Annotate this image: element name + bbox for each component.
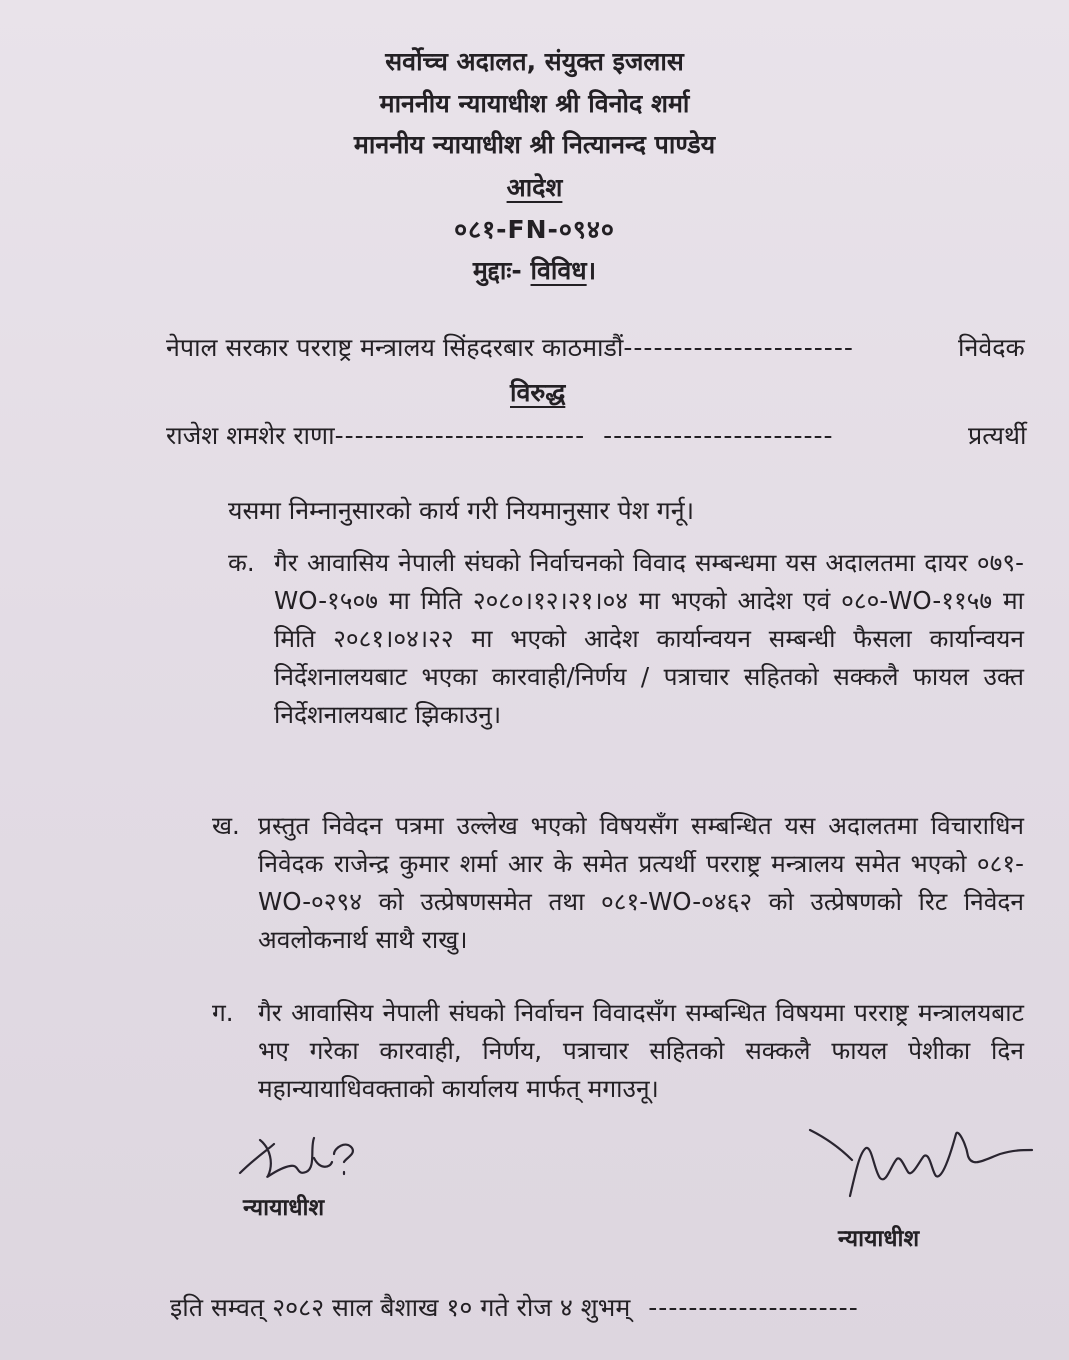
petitioner-line xyxy=(166,331,854,365)
order-item-kha-label: ख. xyxy=(212,811,240,840)
petitioner-name: नेपाल सरकार परराष्ट्र मन्त्रालय सिंहदरबार काठमाडौं xyxy=(166,333,624,362)
order-item-kha-text: प्रस्तुत निवेदन पत्रमा उल्लेख भएको विषयसँग सम्बन्धित यस अदालतमा विचाराधिन निवेदक राजेन्द्र कुमार शर्मा आर के समेत प्रत्यर्थी परराष्ट्र मन्त्रालय समेत भएको ०८१-WO-०२९४ को उत्प्रेषणसमेत तथा ०८१-WO-०४६२ को उत्प्रेषणको रिट निवेदन अवलोकनार्थ साथै राखु। xyxy=(258,811,1024,954)
order-item-ka-label: क. xyxy=(228,548,255,577)
court-heading: सर्वोच्च अदालत, संयुक्त इजलास xyxy=(385,47,684,76)
respondent-line xyxy=(166,419,834,453)
order-date-dash: --------------------- xyxy=(648,1293,859,1322)
petitioner-role: निवेदक xyxy=(958,333,1025,362)
respondent-role: प्रत्यर्थी xyxy=(968,421,1027,450)
order-item-ga-text: गैर आवासिय नेपाली संघको निर्वाचन विवादसँग सम्बन्धित विषयमा परराष्ट्र मन्त्रालयबाट भए गरेका कारवाही, निर्णय, पत्राचार सहितको सक्कलै फायल पेशीका दिन महान्यायाधिवक्ताको कार्यालय मार्फत् मगाउनू। xyxy=(258,998,1024,1103)
case-number: ०८१-FN-०९४० xyxy=(454,215,615,244)
left-judge-signature xyxy=(230,1118,390,1188)
petitioner-dash: ----------------------- xyxy=(623,333,854,362)
subject-label: मुद्दाः- xyxy=(472,256,522,285)
respondent-name: राजेश शमशेर राणा xyxy=(166,421,335,450)
case-subject xyxy=(0,253,1069,289)
order-item-ga-label: ग. xyxy=(212,998,234,1027)
order-date-line xyxy=(170,1291,859,1325)
respondent-dash-2: ----------------------- xyxy=(603,421,834,450)
subject-value: विविध xyxy=(530,256,587,285)
versus-label xyxy=(510,376,565,410)
right-judge-signature xyxy=(800,1100,1040,1210)
judge-2-line: माननीय न्यायाधीश श्री नित्यानन्द पाण्डेय xyxy=(353,130,716,159)
document-type-text: आदेश xyxy=(506,173,563,202)
order-item-kha xyxy=(212,807,1024,959)
order-date-text: इति सम्वत् २०८२ साल बैशाख १० गते रोज ४ शुभम् xyxy=(170,1293,631,1322)
right-judge-title: न्यायाधीश xyxy=(838,1226,920,1252)
order-item-ga xyxy=(212,994,1024,1108)
respondent-dash-1: ------------------------- xyxy=(334,421,586,450)
versus-text: विरुद्ध xyxy=(510,378,566,407)
order-item-ka-text: गैर आवासिय नेपाली संघको निर्वाचनको विवाद सम्बन्धमा यस अदालतमा दायर ०७९-WO-१५०७ मा मिति २०८०।१२।२१।०४ मा भएको आदेश एवं ०८०-WO-११५७ मा मिति २०८१।०४।२२ मा भएको आदेश कार्यान्वयन सम्बन्धी फैसला कार्यान्वयन निर्देशनालयबाट भएका कारवाही/निर्णय / पत्राचार सहितको सक्कलै फायल उक्त निर्देशनालयबाट झिकाउनु। xyxy=(274,548,1024,729)
subject-end: । xyxy=(586,256,597,285)
order-item-ka xyxy=(228,544,1024,734)
order-intro: यसमा निम्नानुसारको कार्य गरी नियमानुसार पेश गर्नू। xyxy=(228,496,695,525)
left-judge-title: न्यायाधीश xyxy=(243,1195,325,1221)
judge-1-line: माननीय न्यायाधीश श्री विनोद शर्मा xyxy=(379,89,690,118)
document-type xyxy=(0,170,1069,206)
